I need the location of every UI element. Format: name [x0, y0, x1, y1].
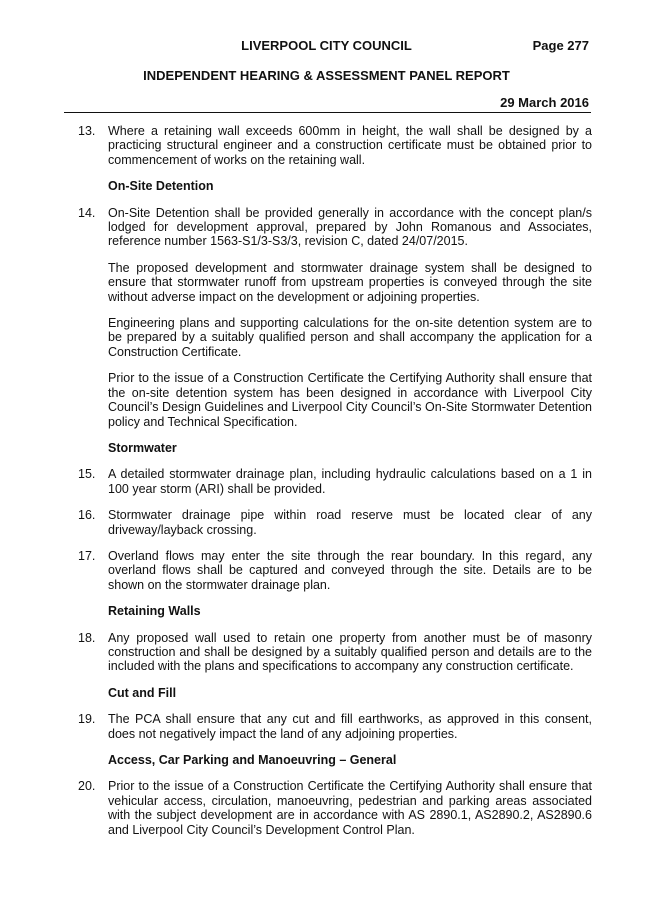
condition-13 [64, 124, 592, 167]
condition-text: Any proposed wall used to retain one property from another must be of masonry construction and shall be designed by a suitably qualified person and details are to the included with the plans and specifications to accompany any construction certificate. [108, 630, 592, 674]
condition-text: The proposed development and stormwater drainage system shall be designed to ensure that stormwater runoff from upstream properties is conveyed through the site without adverse impact on the development or adjoining properties. [108, 260, 592, 304]
condition-17 [64, 549, 592, 592]
condition-18 [64, 631, 592, 674]
condition-number: 16. [78, 508, 96, 523]
condition-16 [64, 508, 592, 537]
condition-text: On-Site Detention shall be provided generally in accordance with the concept plan/s lodged for development approval, prepared by John Romanous and Associates, reference number 1563-S1/3-S3/3, revision C, dated 24/07/2015. [108, 205, 592, 249]
condition-text: A detailed stormwater drainage plan, including hydraulic calculations based on a 1 in 100 year storm (ARI) shall be provided. [108, 467, 592, 496]
report-date: 29 March 2016 [500, 95, 589, 110]
condition-text: The PCA shall ensure that any cut and fill earthworks, as approved in this consent, does not negatively impact the land of any adjoining properties. [108, 712, 592, 741]
condition-text: Overland flows may enter the site through the rear boundary. In this regard, any overland flows shall be captured and conveyed through the site. Details are to be shown on the stormwater drainage plan. [108, 548, 592, 592]
header-divider [64, 112, 591, 113]
section-heading-access: Access, Car Parking and Manoeuvring – General [108, 753, 397, 767]
conditions-content [64, 124, 592, 849]
condition-20 [64, 779, 592, 837]
report-title: INDEPENDENT HEARING & ASSESSMENT PANEL REPORT [143, 68, 510, 83]
condition-14 [64, 206, 592, 429]
page-number: Page 277 [532, 38, 589, 53]
section-heading-stormwater: Stormwater [108, 440, 177, 455]
section-heading-retaining-walls: Retaining Walls [108, 604, 201, 619]
condition-15 [64, 467, 592, 496]
condition-text: Prior to the issue of a Construction Certificate the Certifying Authority shall ensure that the on-site detention system has been designed in accordance with Liverpool City Council’s Design Guidelines and Liverpool City Council’s On-Site Stormwater Detention policy and Technical Specification. [108, 371, 592, 429]
condition-number: 19. [78, 712, 96, 727]
condition-text: Where a retaining wall exceeds 600mm in height, the wall shall be designed by a practicing structural engineer and a construction certificate must be obtained prior to commencement of works on the retaining wall. [108, 124, 592, 167]
section-heading-on-site-detention: On-Site Detention [108, 179, 214, 194]
condition-number: 14. [78, 205, 96, 220]
condition-number: 15. [78, 467, 96, 482]
condition-number: 17. [78, 548, 96, 563]
condition-text: Stormwater drainage pipe within road reserve must be located clear of any driveway/layback crossing. [108, 508, 592, 537]
condition-number: 18. [78, 630, 96, 645]
section-heading-cut-and-fill: Cut and Fill [108, 685, 177, 700]
council-name: LIVERPOOL CITY COUNCIL [241, 38, 412, 53]
condition-text: Engineering plans and supporting calculations for the on-site detention system are to be prepared by a suitably qualified person and shall accompany the application for a Construction Certificate. [108, 316, 592, 359]
condition-19 [64, 712, 592, 741]
condition-text: Prior to the issue of a Construction Certificate the Certifying Authority shall ensure that vehicular access, circulation, manoeuvring, pedestrian and parking areas associated with the subject development are in accordance with AS 2890.1, AS2890.2, AS2890.6 and Liverpool City Council’s Development Control Plan. [108, 779, 592, 837]
condition-number: 20. [78, 779, 96, 794]
condition-number: 13. [78, 124, 96, 138]
